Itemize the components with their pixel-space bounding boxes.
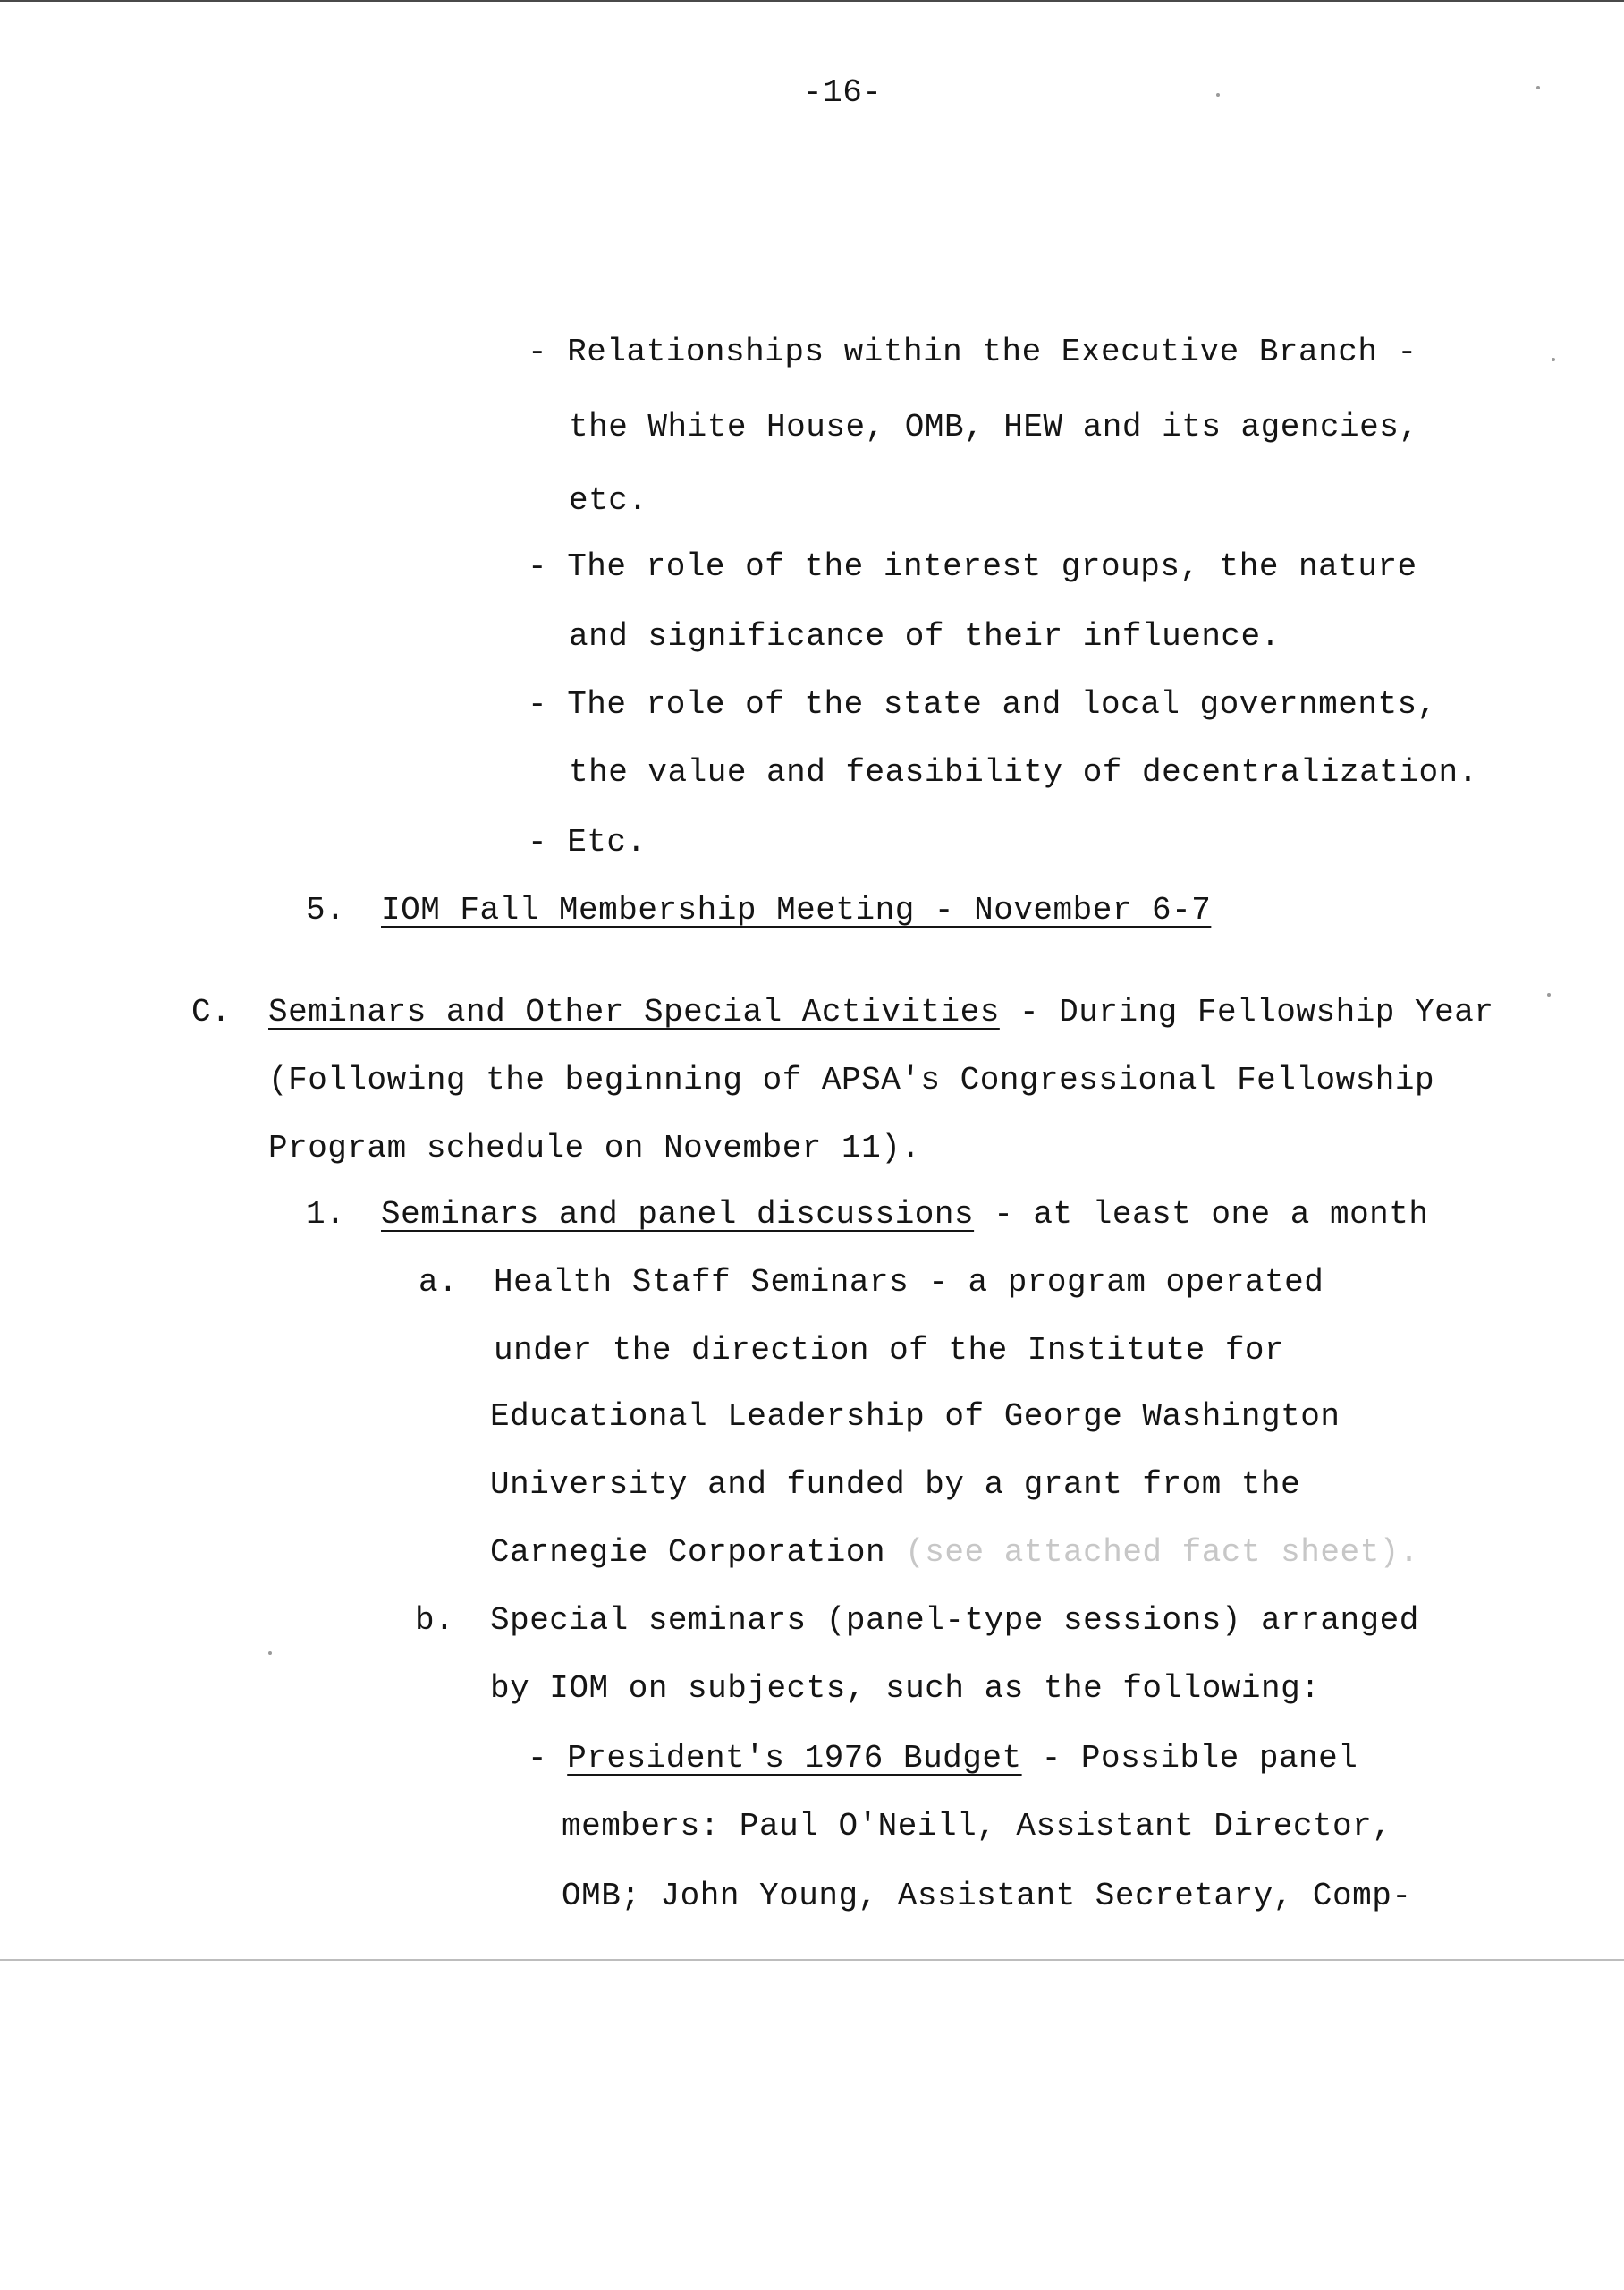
item-1-title: Seminars and panel discussions	[381, 1196, 975, 1233]
item-b-letter: b.	[415, 1602, 455, 1639]
item-1-number: 1.	[306, 1196, 346, 1233]
item-5-number: 5.	[306, 892, 346, 929]
bullet-line: etc.	[569, 482, 648, 519]
bullet-line: - Etc.	[528, 824, 647, 861]
page-number: -16-	[803, 74, 883, 111]
budget-bullet-heading	[528, 1739, 1358, 1778]
section-c-letter: C.	[191, 994, 232, 1030]
bullet-line: - The role of the state and local governments,	[528, 686, 1437, 723]
scan-speck	[268, 1651, 272, 1655]
item-b-line: by IOM on subjects, such as the following:	[490, 1670, 1321, 1707]
budget-title: President's 1976 Budget	[567, 1740, 1022, 1777]
item-a-last-line	[490, 1533, 1419, 1573]
bullet-line: - The role of the interest groups, the nature	[528, 548, 1417, 585]
budget-line: members: Paul O'Neill, Assistant Director,	[562, 1808, 1392, 1845]
item-a-faint-note: (see attached fact sheet).	[885, 1534, 1419, 1571]
section-c-title: Seminars and Other Special Activities	[268, 994, 1000, 1030]
section-c-heading	[268, 993, 1493, 1032]
item-a-letter: a.	[419, 1264, 459, 1301]
item-b-line: Special seminars (panel-type sessions) arranged	[490, 1602, 1419, 1639]
bullet-line: and significance of their influence.	[569, 618, 1281, 655]
item-a-line: Health Staff Seminars - a program operated	[494, 1264, 1324, 1301]
item-1-heading	[381, 1195, 1429, 1234]
section-c-line3: Program schedule on November 11).	[268, 1130, 921, 1166]
top-edge-line	[0, 0, 1624, 2]
item-a-line: Educational Leadership of George Washington	[490, 1398, 1341, 1435]
section-c-rest: - During Fellowship Year	[999, 994, 1494, 1030]
budget-line: OMB; John Young, Assistant Secretary, Comp-	[562, 1878, 1412, 1914]
bullet-line: the value and feasibility of decentralization.	[569, 754, 1478, 791]
scan-speck	[1536, 86, 1540, 89]
budget-dash: -	[528, 1740, 568, 1777]
scan-speck	[1547, 993, 1551, 997]
item-a-line: University and funded by a grant from the	[490, 1466, 1301, 1503]
item-5-title: IOM Fall Membership Meeting - November 6-7	[381, 892, 1212, 929]
section-c-line2: (Following the beginning of APSA's Congressional Fellowship	[268, 1062, 1435, 1098]
budget-rest: - Possible panel	[1021, 1740, 1358, 1777]
bullet-line: the White House, OMB, HEW and its agencies,	[569, 409, 1419, 445]
scan-speck	[1552, 358, 1555, 361]
item-a-line: under the direction of the Institute for	[494, 1332, 1285, 1369]
scan-speck	[1216, 93, 1220, 97]
item-1-rest: - at least one a month	[974, 1196, 1429, 1233]
item-a-last-text: Carnegie Corporation	[490, 1534, 886, 1571]
bullet-line: - Relationships within the Executive Branch -	[528, 334, 1417, 370]
page-bottom-edge	[0, 1959, 1624, 1961]
